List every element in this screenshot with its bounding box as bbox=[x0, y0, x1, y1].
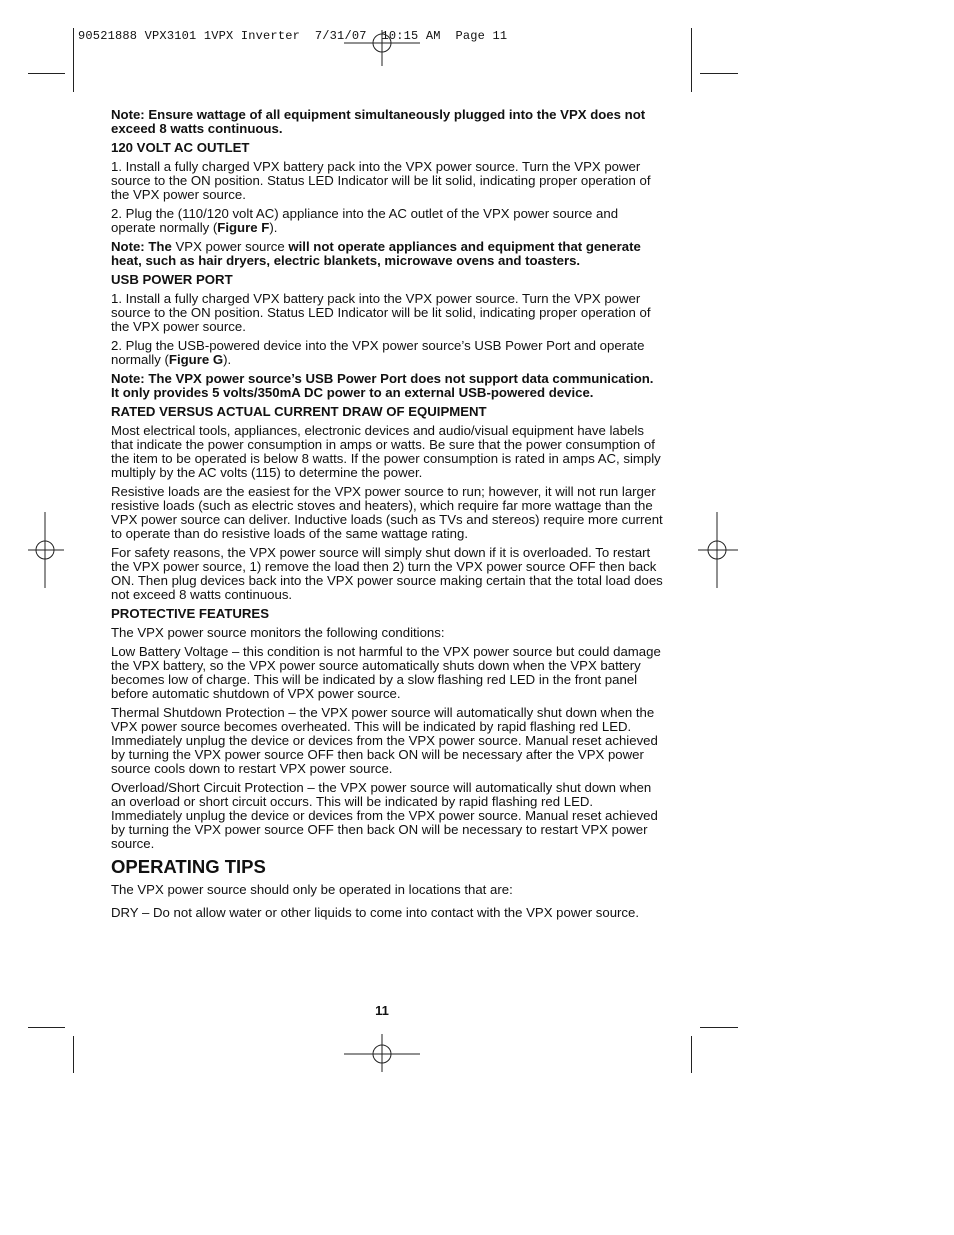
thermal-shutdown: Thermal Shutdown Protection – the VPX power source will automatically shut down when the VPX power source becomes overheated. This will be indicated by rapid flashing red LED. Immediately unplug the device or devices from the VPX power source. Manual reset achieved by turning the VPX power source OFF then back ON will be necessary after the VPX power source cools down to restart VPX power source. bbox=[111, 705, 658, 776]
crop-mark-bottom-left-vertical bbox=[73, 1036, 74, 1073]
crop-mark-top-left-vertical bbox=[73, 28, 74, 92]
operating-tips-heading: OPERATING TIPS bbox=[111, 856, 266, 877]
operating-tips-intro: The VPX power source should only be operated in locations that are: bbox=[111, 882, 513, 897]
usb-step-1: 1. Install a fully charged VPX battery pack into the VPX power source. Turn the VPX power source to the ON position. Status LED Indicator will be lit solid, indicating proper operation of the VPX power source. bbox=[111, 291, 651, 334]
protective-features-heading: PROTECTIVE FEATURES bbox=[111, 606, 270, 621]
usb-data-note: Note: The VPX power source’s USB Power Port does not support data communication. It only provides 5 volts/350mA DC power to an external USB-powered device. bbox=[111, 371, 654, 400]
ac-note-lead: Note: The bbox=[111, 239, 172, 254]
rated-paragraph-2: Resistive loads are the easiest for the VPX power source to run; however, it will not run larger resistive loads (such as electric stoves and heaters), which require far more wattage than the VPX power source can deliver. Inductive loads (such as TVs and stereos) require more current to operate than do resistive loads of the same wattage rating. bbox=[111, 484, 663, 541]
crop-mark-bottom-right-horizontal bbox=[700, 1027, 738, 1028]
ac-step-1: 1. Install a fully charged VPX battery pack into the VPX power source. Turn the VPX power source to the ON position. Status LED Indicator will be lit solid, indicating proper operation of the VPX power source. bbox=[111, 159, 651, 202]
ac-step-2-end: ). bbox=[269, 220, 278, 235]
ac-note-mid: VPX power source bbox=[171, 239, 289, 254]
crop-mark-bottom-right-vertical bbox=[691, 1036, 692, 1073]
page-number: 11 bbox=[375, 1003, 389, 1018]
usb-port-heading: USB POWER PORT bbox=[111, 272, 233, 287]
operating-tips-dry: DRY – Do not allow water or other liquids to come into contact with the VPX power source. bbox=[111, 905, 640, 920]
usb-step-2-text: 2. Plug the USB-powered device into the VPX power source’s USB Power Port and operate normally ( bbox=[111, 338, 645, 367]
usb-step-2-end: ). bbox=[223, 352, 232, 367]
crop-mark-bottom-left-horizontal bbox=[28, 1027, 65, 1028]
crop-mark-top-left-horizontal bbox=[28, 73, 65, 74]
rated-current-heading: RATED VERSUS ACTUAL CURRENT DRAW OF EQUIPMENT bbox=[111, 404, 487, 419]
rated-paragraph-3: For safety reasons, the VPX power source will simply shut down if it is overloaded. To restart the VPX power source, 1) remove the load then 2) turn the VPX power source OFF then back ON. Then plug devices back into the VPX power source making certain that the total load does not exceed 8 watts continuous. bbox=[111, 545, 663, 602]
registration-mark-left bbox=[28, 512, 68, 588]
crop-mark-top-right-vertical bbox=[691, 28, 692, 92]
overload-protection: Overload/Short Circuit Protection – the VPX power source will automatically shut down when an overload or short circuit occurs. This will be indicated by rapid flashing red LED. Immediately unplug the device or devices from the VPX power source. Manual reset achieved by turning the VPX power source OFF then back ON will be necessary to restart VPX power source. bbox=[111, 780, 658, 851]
page-content bbox=[111, 108, 663, 925]
registration-mark-bottom bbox=[344, 1034, 420, 1074]
low-battery-voltage: Low Battery Voltage – this condition is not harmful to the VPX power source but could damage the VPX battery, so the VPX power source automatically shuts down when the VPX battery becomes low of charge. This will be indicated by a slow flashing red LED in the front panel before automatic shutdown of VPX power source. bbox=[111, 644, 661, 701]
wattage-note: Note: Ensure wattage of all equipment simultaneously plugged into the VPX does not exceed 8 watts continuous. bbox=[111, 107, 646, 136]
figure-f-ref: Figure F bbox=[217, 220, 270, 235]
rated-paragraph-1: Most electrical tools, appliances, electronic devices and audio/visual equipment have labels that indicate the power consumption in amps or watts. Be sure that the power consumption of the item to be operated is below 8 watts. If the power consumption is rated in amps AC, simply multiply by the AC volts (115) to determine the power. bbox=[111, 423, 661, 480]
ac-step-2 bbox=[111, 207, 663, 235]
crop-mark-top-right-horizontal bbox=[700, 73, 738, 74]
usb-step-2 bbox=[111, 339, 663, 367]
printer-slug: 90521888 VPX3101 1VPX Inverter 7/31/07 10:15 AM Page 11 bbox=[78, 29, 508, 43]
ac-step-2-text: 2. Plug the (110/120 volt AC) appliance into the AC outlet of the VPX power source and operate normally ( bbox=[111, 206, 619, 235]
registration-mark-right bbox=[698, 512, 738, 588]
ac-note-tail: will not operate appliances and equipment that generate heat, such as hair dryers, electric blankets, microwave ovens and toasters. bbox=[111, 239, 641, 268]
ac-outlet-heading: 120 VOLT AC OUTLET bbox=[111, 140, 250, 155]
protective-intro: The VPX power source monitors the following conditions: bbox=[111, 625, 445, 640]
registration-mark-top bbox=[344, 26, 420, 66]
figure-g-ref: Figure G bbox=[168, 352, 224, 367]
ac-heat-note bbox=[111, 240, 663, 268]
